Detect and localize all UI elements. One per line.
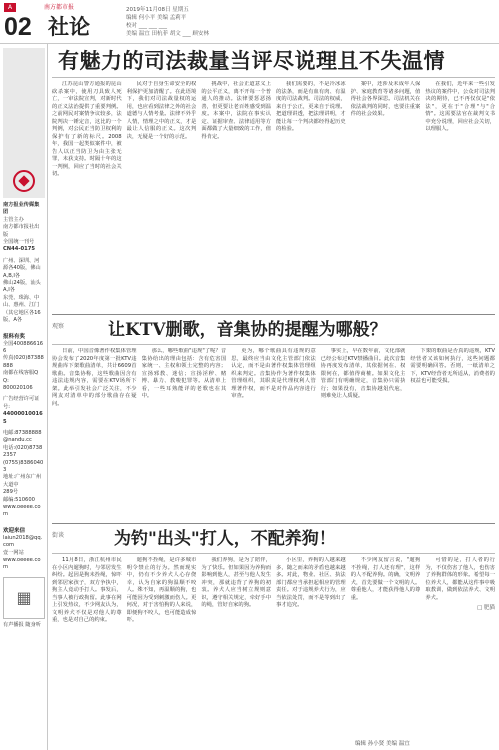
dog-col-5: 不少网友留言说，"遛狗不拴绳，打人还有理"，这样的人不配养狗。的确，文明养犬，首先要做一个文明的人。尊重他人，才能获得他人的尊重。 [350, 557, 421, 601]
editorial-article [52, 48, 495, 309]
dog-col-3: 我们养狗，是为了陪伴，为了快乐。但如果因为养狗而影响到他人，甚至与他人发生冲突，那就违背了养狗的初衷。养犬人应当树立规则意识，遵守相关规定，牵好手中的绳，管好自家的狗。 [201, 557, 272, 608]
editorial-body [52, 81, 495, 309]
editorial-headline: 有魅力的司法裁量当评尽说理且不失温情 [58, 48, 445, 73]
ktv-body [52, 348, 495, 518]
dog-body [52, 557, 495, 745]
proof-line: 校对 ___ ___ ___ [126, 23, 167, 29]
dog-article [52, 528, 495, 745]
address-street: 地址:广州东广州大道中 [3, 474, 42, 488]
publisher-role: 主管主办 [3, 216, 24, 223]
ktv-section-label: 观察 [52, 323, 65, 330]
editorial-col-2: 民对于自身生命安全的权利保护更加清醒了。在此语境下，我们对司法裁量权的运用，也应看到法律之外的社会道德与人情考量。法律不外乎人情，情理之中的正义，才是最让人信服的正义。这次判决，无疑是一个好的示范。 [126, 81, 197, 140]
distribution-1: 广州、深圳、河源各40版，佛山A,B,I各 [3, 257, 41, 279]
ktv-col-1: 日前，中国音像著作权集体管理协会发布了2020年度第一批KTV违规曲库下架歌曲清单，共计6609首歌曲。音集协称，这些歌曲因含有违法违规内容，需要在KTV场所下架。此举引发社会广泛关注，不少网友对清单中的部分歌曲存在疑问。 [52, 348, 137, 407]
audio-label: 有声播报 随身听 [3, 621, 41, 628]
letters-email: laiun2018@qq.com [3, 534, 43, 549]
section-tag: A [4, 3, 16, 12]
distribution-3: 东莞、珠海、中山、惠州、江门（其它地区各16版，A各 [3, 294, 41, 324]
ktv-col-2: 那么，哪些歌曲"违规"了呢？音集协给出的理由包括：含有危害国家统一、主权和领土完整的内容；宣扬邪教、迷信；宣扬淫秽、赌博、暴力、教唆犯罪等。从清单上看，一些耳熟能详的老歌也在其中。 [141, 348, 227, 399]
issue-date: 2019年11月08日 星期五 [126, 7, 189, 13]
dog-col-6: 可惜的是，打人者的行为，不仅伤害了他人，也伤害了养狗群体的形象。希望每一位养犬人，都能从这件事中吸取教训，做到依法养犬、文明养犬。 □ 肥猫 [425, 557, 496, 611]
main-content [52, 48, 495, 745]
address-phone-2: (0755)83860403 [3, 459, 44, 473]
cn-label: 全国统一刊号 [3, 239, 35, 246]
publisher-group: 南方报业传媒集团 [3, 202, 40, 216]
email-domain: @nandu.cc [3, 437, 32, 444]
dog-section-label: 街谈 [52, 532, 65, 539]
newspaper-logo-icon [13, 170, 35, 192]
contact-fax: 传真(020)87388888 [3, 355, 44, 369]
address-number: 289号 [3, 489, 19, 496]
editor-line: 编辑 何小平 美编 孟莉平 [126, 15, 187, 21]
paper-name: 南方都市报 [44, 4, 75, 11]
ktv-col-3: 更为，哪个歌曲具有违规的意思，最终应当由文化主管部门依法认定，而不是由著作权集体管理组织来判定。音集协作为著作权集体管理组织，其职责是代理权利人管理著作权，而不是对作品内容进行审查。 [231, 348, 316, 399]
editorial-col-4: 我们需要的，不是冷冰冰的法条，而是有血有肉、有温度的司法裁判。司法的权威，来自于公正，更来自于说理。把道理讲透，把法理讲明，才能让每一个判决都经得起历史的检验。 [276, 81, 346, 132]
website: www.oeeee.com [3, 504, 41, 518]
divider [52, 77, 495, 78]
page-editor-credit: 编辑 孙小贤 美编 温宜 [355, 741, 410, 747]
section-title: 社论 [48, 15, 90, 39]
letters-heading: 欢迎来信 [3, 527, 26, 534]
dog-col-2: 遛狗不拴绳，是许多城市明令禁止的行为。然而现实中，仍有不少养犬人心存侥幸，认为自家的狗温顺不咬人。殊不知，再温顺的狗，也可能因为受到刺激而伤人。更何况，对于害怕狗的人来说，即便狗不咬人，也可能造成惊吓。 [126, 557, 197, 623]
ktv-article [52, 319, 495, 518]
editorial-col-6: 在我们，近年来一些引发热议的案件中，公众对司法判决的期待，已不再仅仅是"依法"，更在于"合理"与"合情"。这需要法官在裁判文书中充分说理，回应社会关切，以理服人。 [425, 81, 496, 132]
ktv-col-4: 事实上，早在数年前，文化部就已经公布过KTV禁播曲目。此次音集协再度发布清单，其依据何在、权限何在，都值得商榷。如果文化主管部门有明确规定，音集协只需执行；如果没有，音集协越俎代庖，则难免让人质疑。 [320, 348, 406, 399]
design-line: 美编 温宜 田杭菲 胡文 ___ 顾安林 [126, 31, 209, 37]
email-label: 电邮:87388888 [3, 429, 42, 436]
postcode: 邮编:510600 [3, 496, 35, 503]
qr-code-icon[interactable]: ▦ [3, 577, 45, 619]
address-phone-1: 电话:(020)87382357 [3, 444, 43, 459]
dog-col-1: 11月8日，浙江杭州市民在小区内遛狗时，与邻居发生纠纷。起因是狗未拴绳，惊吓到邻居家孩子，双方争执中，狗主人竟动手打人。事发后，当事人被行政拘留。此事在网上引发热议，不少网友认为，文明养犬不仅是对他人的尊重，也是对自己的约束。 [52, 557, 122, 623]
page-number: 02 [4, 13, 32, 41]
distribution-2: 佛山24版，汕头A,I各 [3, 280, 41, 294]
dog-col-4: 小区里，养狗的人越来越多，随之而来的矛盾也越来越多。对此，物业、社区、执法部门都应当承担起相应的管理责任。对于违规养犬行为，应当依法处罚，而不是等到出了事才追究。 [276, 557, 346, 608]
logo-panel [3, 48, 45, 198]
editorial-col-1: 江苏昆山警方通报的昆山砍杀案中，使用刀具致人死亡，一审法院宣判，对新时代的正义法治提供了重要判例。之前网民对案情争议较多，法院判决一锤定音，这比的一个判例，对公民正当防卫权利的保护有了新的标尺。2008年，我国一起类似案件中，被告人以正当防卫为由主张无罪，未获支持。时隔十年的这一判例，回应了当时的社会关切。 [52, 81, 122, 177]
letters-site-label: 壹一网站 [3, 549, 24, 556]
section-divider [52, 523, 495, 524]
contact-qq: 800020106 [3, 384, 33, 391]
divider [52, 553, 495, 554]
masthead-meta [126, 6, 336, 38]
editorial-col-5: 案中，还涉及未成年人保护、家庭教育等诸多问题，值得社会各界深思。司法机关在依法裁判的同时，也要注重案件的社会效果。 [350, 81, 421, 117]
contact-phone: 全国4008866166 [3, 340, 44, 354]
sidebar [0, 44, 48, 750]
ktv-headline: 让KTV删歌，音集协的提醒为哪般？ [108, 320, 387, 340]
contact-heading: 报料有奖 [3, 333, 26, 340]
ad-license-number: 440000100165 [3, 411, 43, 425]
section-divider [52, 314, 495, 315]
divider [52, 344, 495, 345]
letters-site: www.oeeee.com [3, 557, 41, 571]
dog-byline: □ 肥猫 [477, 605, 496, 611]
publisher-name: 南方都市报社出版 [3, 224, 40, 238]
dog-headline: 为钓"出头"打人，不配养狗！ [114, 529, 336, 549]
ktv-col-5: 下架的歌曲是否真的违规，KTV经营者又该如何执行，这些问题都需要明确回答。否则，一纸清单之下，KTV经营者无所适从，消费者的权益也可能受损。 [410, 348, 495, 384]
cn-code: CN44-0175 [3, 246, 35, 253]
editorial-col-3: 挑战中，社会正道意义上的公平正义，离不开每一个普通人的推动。法律要惩恶扬善，但更要让老百姓感受到温度。本案中，法院在事实认定、证据审查、法律适用等方面都做了大量细致的工作，值得肯定。 [201, 81, 272, 140]
ad-license-label: 广告经营许可证号: [3, 396, 40, 410]
masthead [0, 0, 499, 44]
contact-qq-label: 南都在线客服QQ: [3, 370, 39, 384]
